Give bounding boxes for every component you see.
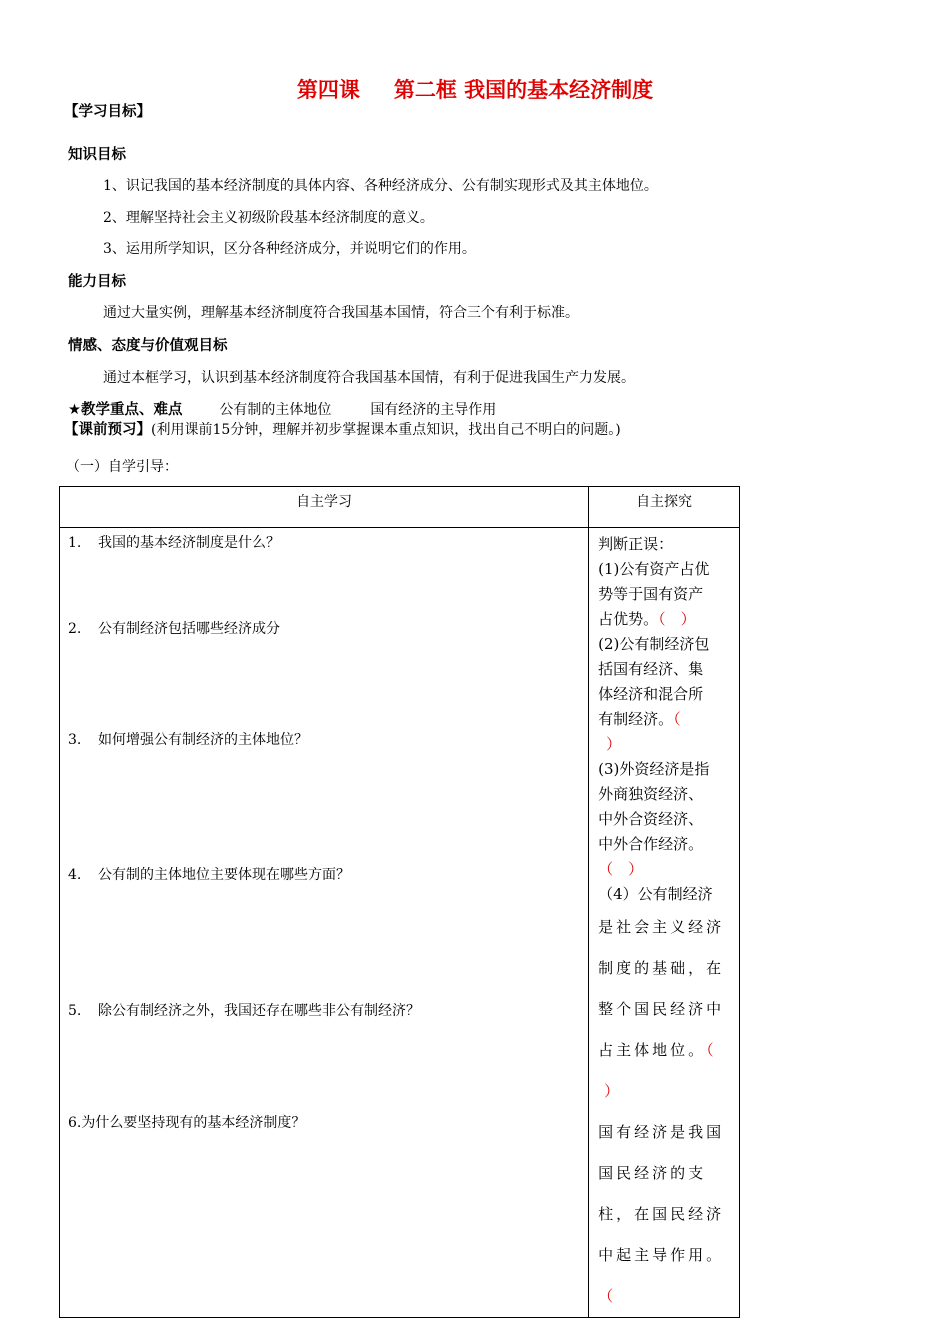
answer-paren-4-close[interactable]: ） <box>604 1082 623 1100</box>
emotion-text: 通过本框学习，认识到基本经济制度符合我国基本国情，有利于促进我国生产力发展。 <box>103 370 635 386</box>
question-2: 2. 公有制经济包括哪些经济成分 <box>68 621 280 637</box>
emotion-heading: 情感、态度与价值观目标 <box>68 338 228 354</box>
key-points <box>68 398 496 419</box>
key-point-2: 国有经济的主导作用 <box>370 402 497 418</box>
questions-cell <box>60 528 589 1318</box>
ability-heading: 能力目标 <box>68 274 126 290</box>
answer-paren-4-open[interactable]: （ <box>706 1041 717 1059</box>
question-5: 5. 除公有制经济之外，我国还存在哪些非公有制经济？ <box>68 1003 420 1019</box>
question-6: 6.为什么要坚持现有的基本经济制度？ <box>68 1115 306 1131</box>
knowledge-item-1: 1、识记我国的基本经济制度的具体内容、各种经济成分、公有制实现形式及其主体地位。 <box>103 178 658 194</box>
judge-column <box>589 528 739 1317</box>
answer-paren-2-open[interactable]: （ <box>673 710 681 728</box>
key-point-1: 公有制的主体地位 <box>219 402 332 418</box>
answer-paren-3[interactable]: （ ） <box>598 860 644 878</box>
preview-label: 【课前预习】 <box>64 422 151 438</box>
judge-cell <box>589 528 740 1318</box>
self-guide-label: （一）自学引导： <box>66 459 178 475</box>
ability-text: 通过大量实例，理解基本经济制度符合我国基本国情，符合三个有利于标准。 <box>103 305 579 321</box>
objectives-header: 【学习目标】 <box>64 104 151 120</box>
question-1: 1. 我国的基本经济制度是什么？ <box>68 535 280 551</box>
study-table <box>59 486 740 1318</box>
judge-item-4: （4）公有制经济 是社会主义经济 制度的基础，在 整个国民经济中 占主体地位。（ ） <box>598 882 730 1112</box>
knowledge-item-3: 3、运用所学知识，区分各种经济成分，并说明它们的作用。 <box>103 241 476 257</box>
knowledge-item-2: 2、理解坚持社会主义初级阶段基本经济制度的意义。 <box>103 210 434 226</box>
answer-paren-5[interactable]: （ <box>598 1287 617 1305</box>
judge-item-1: (1)公有资产占优 势等于国有资产 占优势。（ ） <box>598 560 710 628</box>
title-lesson: 第四课 <box>296 78 360 102</box>
title-section: 第二框 我国的基本经济制度 <box>393 78 654 102</box>
knowledge-heading: 知识目标 <box>68 147 126 163</box>
question-3: 3. 如何增强公有制经济的主体地位？ <box>68 732 308 748</box>
preview-line <box>64 418 621 439</box>
judge-title: 判断正误： <box>598 535 674 553</box>
answer-paren-1[interactable]: （ ） <box>658 610 696 628</box>
answer-paren-2-close[interactable]: ） <box>606 735 622 753</box>
preview-text: (利用课前15分钟，理解并初步掌握课本重点知识，找出自己不明白的问题。) <box>151 422 621 438</box>
key-points-label: ★教学重点、难点 <box>68 402 183 418</box>
judge-item-3: (3)外资经济是指 外商独资经济、 中外合资经济、 中外合作经济。 （ ） <box>598 757 730 882</box>
col-header-self-explore: 自主探究 <box>589 487 740 528</box>
judge-item-5: 国有经济是我国 国民经济的支 柱，在国民经济 中起主导作用。（ <box>598 1123 725 1305</box>
col-header-self-study: 自主学习 <box>60 487 589 528</box>
judge-item-2: (2)公有制经济包 括国有经济、集 体经济和混合所 有制经济。（ ） <box>598 632 730 757</box>
question-4: 4. 公有制的主体地位主要体现在哪些方面？ <box>68 867 350 883</box>
